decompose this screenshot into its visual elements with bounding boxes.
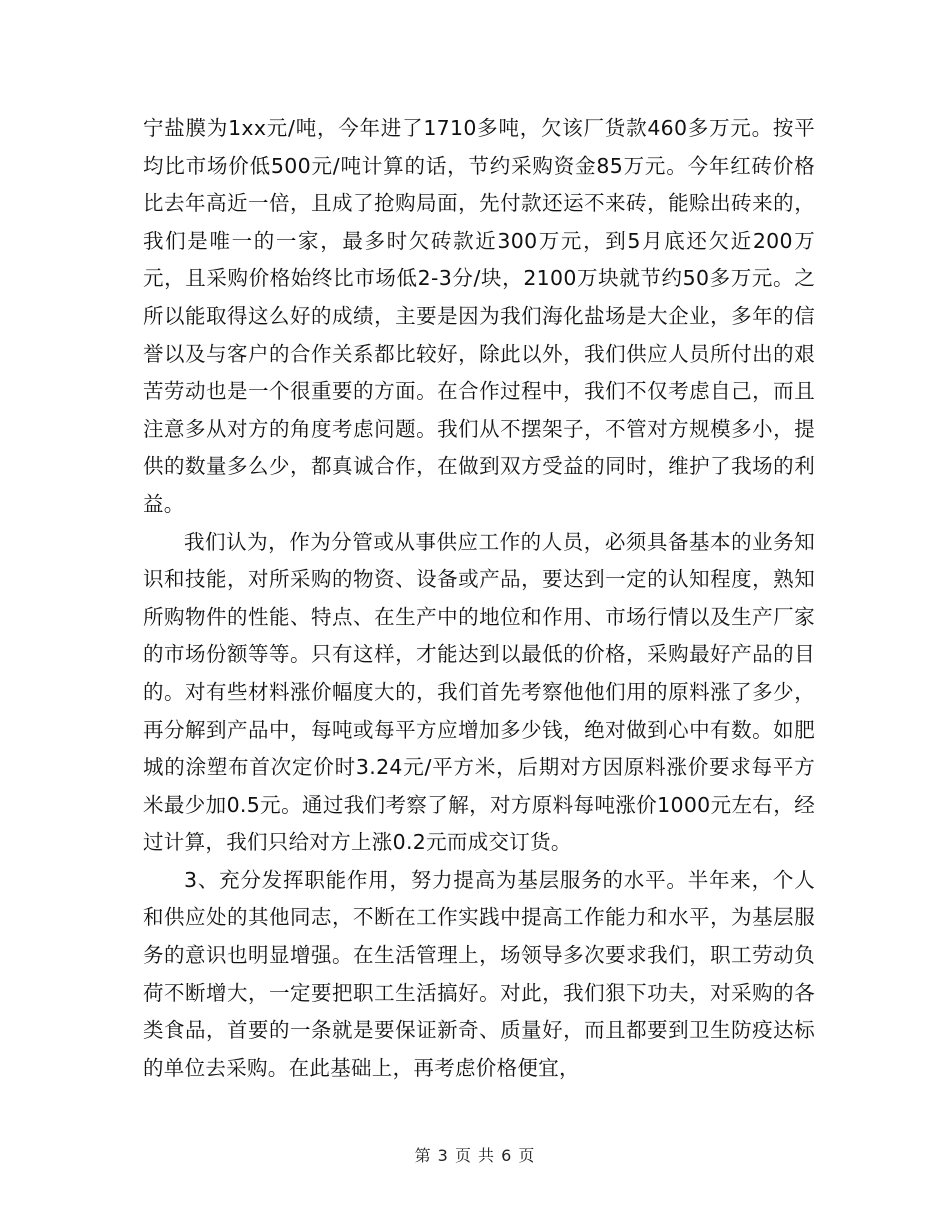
paragraph-1: 宁盐膜为1xx元/吨，今年进了1710多吨，欠该厂货款460多万元。按平均比市场价低500元/吨计算的话，节约采购资金85万元。今年红砖价格比去年高近一倍，且成了抢购局面，先付款还运不来砖，能赊出砖来的，我们是唯一的一家，最多时欠砖款近300万元，到5月底还欠近200万元，且采购价格始终比市场低2-3分/块，2100万块就节约50多万元。之所以能取得这么好的成绩，主要是因为我们海化盐场是大企业，多年的信誉以及与客户的合作关系都比较好，除此以外，我们供应人员所付出的艰苦劳动也是一个很重要的方面。在合作过程中，我们不仅考虑自己，而且注意多从对方的角度考虑问题。我们从不摆架子，不管对方规模多小，提供的数量多么少，都真诚合作，在做到双方受益的同时，维护了我场的利益。 xyxy=(143,116,815,516)
document-body xyxy=(143,110,815,1087)
page-number-footer: 第 3 页 共 6 页 xyxy=(414,1146,536,1165)
paragraph-2: 我们认为，作为分管或从事供应工作的人员，必须具备基本的业务知识和技能，对所采购的物资、设备或产品，要达到一定的认知程度，熟知所购物件的性能、特点、在生产中的地位和作用、市场行情以及生产厂家的市场份额等等。只有这样，才能达到以最低的价格，采购最好产品的目的。对有些材料涨价幅度大的，我们首先考察他他们用的原料涨了多少，再分解到产品中，每吨或每平方应增加多少钱，绝对做到心中有数。如肥城的涂塑布首次定价时3.24元/平方米，后期对方因原料涨价要求每平方米最少加0.5元。通过我们考察了解，对方原料每吨涨价1000元左右，经过计算，我们只给对方上涨0.2元而成交订货。 xyxy=(143,529,815,855)
paragraph-3: 3、充分发挥职能作用，努力提高为基层服务的水平。半年来，个人和供应处的其他同志，不断在工作实践中提高工作能力和水平，为基层服务的意识也明显增强。在生活管理上，场领导多次要求我们，职工劳动负荷不断增大，一定要把职工生活搞好。对此，我们狠下功夫，对采购的各类食品，首要的一条就是要保证新奇、质量好，而且都要到卫生防疫达标的单位去采购。在此基础上，再考虑价格便宜， xyxy=(143,867,815,1080)
